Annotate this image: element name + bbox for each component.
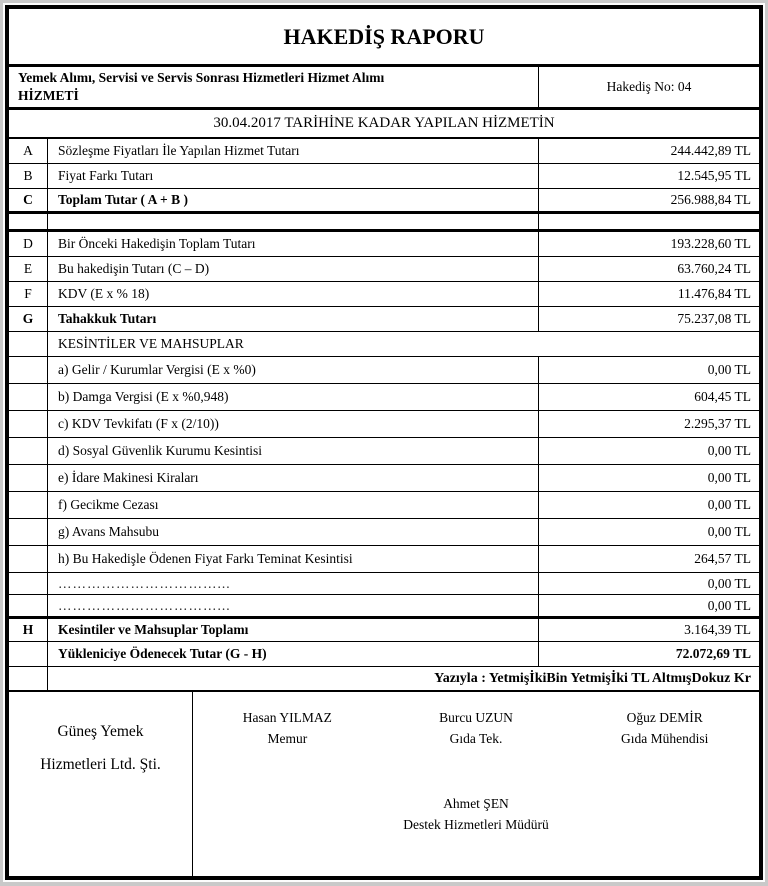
- row-letter-cell: [9, 384, 48, 410]
- table-row-H: [9, 617, 759, 642]
- official-title: Gıda Tek.: [449, 730, 503, 746]
- row-amount-cell: 604,45 TL: [538, 384, 759, 410]
- table-row-deduction-item: [9, 492, 759, 519]
- official-title: Memur: [267, 730, 308, 746]
- row-amount-cell: 63.760,24 TL: [538, 257, 759, 281]
- row-letter-cell: [9, 595, 48, 616]
- row-letter-cell: [9, 411, 48, 437]
- row-amount-cell: 0,00 TL: [538, 438, 759, 464]
- row-label-cell: h) Bu Hakedişle Ödenen Fiyat Farkı Teminat Kesintisi: [58, 551, 353, 566]
- report-title: HAKEDİŞ RAPORU: [9, 9, 759, 67]
- row-label-cell: e) İdare Makinesi Kiraları: [58, 470, 199, 485]
- row-amount-cell: 0,00 TL: [538, 357, 759, 383]
- row-label-cell: ……………………………...: [58, 575, 231, 591]
- row-letter-cell: F: [9, 282, 48, 306]
- row-letter-cell: H: [9, 619, 48, 641]
- official-name: Burcu UZUN: [439, 710, 513, 725]
- signature-block: [9, 692, 759, 876]
- row-amount-cell: 193.228,60 TL: [538, 232, 759, 256]
- row-letter-cell: C: [9, 189, 48, 211]
- row-amount-cell: 0,00 TL: [538, 519, 759, 545]
- report-page: [5, 5, 763, 880]
- table-row-deduction-item: [9, 465, 759, 492]
- contract-subject-line1: Yemek Alımı, Servisi ve Servis Sonrası Hizmetleri Hizmet Alımı: [18, 69, 385, 85]
- row-letter-cell: [9, 642, 48, 666]
- section-heading-text: KESİNTİLER VE MAHSUPLAR: [58, 336, 244, 351]
- officials-row: [193, 708, 759, 750]
- row-label-cell: Bu hakedişin Tutarı (C – D): [58, 261, 210, 276]
- official-name: Oğuz DEMİR: [626, 710, 703, 725]
- approver-signature: [193, 794, 759, 836]
- row-amount-cell: 3.164,39 TL: [538, 619, 759, 641]
- table-row-deduction-item: [9, 384, 759, 411]
- row-label-cell: Toplam Tutar ( A + B ): [58, 192, 188, 207]
- table-row-amount-words: [9, 667, 759, 692]
- row-amount-cell: 0,00 TL: [538, 595, 759, 616]
- row-label-cell: g) Avans Mahsubu: [58, 524, 159, 539]
- row-amount-cell: 0,00 TL: [538, 573, 759, 594]
- row-letter-cell: [9, 357, 48, 383]
- row-letter-cell: G: [9, 307, 48, 331]
- row-letter-cell: [9, 438, 48, 464]
- contractor-name-line2: Hizmetleri Ltd. Şti.: [40, 755, 161, 773]
- row-amount-cell: 75.237,08 TL: [538, 307, 759, 331]
- table-row-line-item: [9, 642, 759, 667]
- row-letter-cell: [9, 332, 48, 356]
- row-letter-cell: [9, 546, 48, 572]
- row-letter-cell: [9, 214, 48, 229]
- date-heading-text: 30.04.2017 TARİHİNE KADAR YAPILAN HİZMETİN: [213, 115, 555, 131]
- row-label-cell: d) Sosyal Güvenlik Kurumu Kesintisi: [58, 443, 262, 458]
- table-row-D: [9, 232, 759, 257]
- row-letter-cell: [9, 465, 48, 491]
- table-row-date-heading: [9, 110, 759, 139]
- row-label-cell: KDV (E x % 18): [58, 286, 150, 301]
- table-row-dotted-item: [9, 573, 759, 595]
- table-row-deduction-item: [9, 357, 759, 384]
- table-row-deduction-item: [9, 411, 759, 438]
- row-letter-cell: B: [9, 164, 48, 188]
- approver-title: Destek Hizmetleri Müdürü: [403, 816, 549, 832]
- official-signature-3: [570, 708, 759, 750]
- row-label-cell: Sözleşme Fiyatları İle Yapılan Hizmet Tutarı: [58, 143, 300, 158]
- row-amount-cell: 2.295,37 TL: [538, 411, 759, 437]
- row-amount-cell: 72.072,69 TL: [538, 642, 759, 666]
- table-row-G: [9, 307, 759, 332]
- report-header: [9, 67, 759, 110]
- row-letter-cell: [9, 519, 48, 545]
- hakedis-number: Hakediş No: 04: [538, 67, 759, 107]
- table-row-E: [9, 257, 759, 282]
- row-label-cell: [48, 214, 538, 229]
- table-row-section-heading: [9, 332, 759, 357]
- row-letter-cell: D: [9, 232, 48, 256]
- row-label-cell: Fiyat Farkı Tutarı: [58, 168, 154, 183]
- official-signature-1: [193, 708, 382, 750]
- row-label-cell: ……………………………...: [58, 597, 231, 613]
- row-letter-cell: [9, 492, 48, 518]
- table-row-deduction-item: [9, 546, 759, 573]
- row-label-cell: b) Damga Vergisi (E x %0,948): [58, 389, 229, 404]
- contract-subject-line2: HİZMETİ: [18, 88, 79, 103]
- report-table: [9, 110, 759, 692]
- contract-subject: [9, 67, 538, 107]
- table-row-deduction-item: [9, 519, 759, 546]
- row-letter-cell: E: [9, 257, 48, 281]
- row-letter-cell: A: [9, 139, 48, 163]
- row-label-cell: a) Gelir / Kurumlar Vergisi (E x %0): [58, 362, 256, 377]
- contractor-name-line1: Güneş Yemek: [57, 723, 144, 740]
- amount-words-text: Yazıyla : YetmişİkiBin Yetmişİki TL AltmışDokuz Kr: [434, 670, 751, 686]
- officials-signature-area: [193, 692, 759, 876]
- official-signature-2: [382, 708, 571, 750]
- row-amount-cell: 11.476,84 TL: [538, 282, 759, 306]
- table-row-C: [9, 189, 759, 214]
- row-label-cell: Bir Önceki Hakedişin Toplam Tutarı: [58, 236, 256, 251]
- table-row-A: [9, 139, 759, 164]
- row-amount-cell: 0,00 TL: [538, 492, 759, 518]
- row-label-cell: Kesintiler ve Mahsuplar Toplamı: [58, 622, 249, 637]
- official-title: Gıda Mühendisi: [620, 730, 709, 746]
- approver-name: Ahmet ŞEN: [443, 796, 509, 811]
- table-row-spacer: [9, 214, 759, 232]
- table-row-deduction-item: [9, 438, 759, 465]
- table-row-dotted-item: [9, 595, 759, 617]
- row-amount-cell: 0,00 TL: [538, 465, 759, 491]
- contractor-signature: [9, 692, 193, 876]
- row-letter-cell: [9, 667, 48, 690]
- row-label-cell: Tahakkuk Tutarı: [58, 311, 157, 326]
- row-label-cell: Yükleniciye Ödenecek Tutar (G - H): [58, 646, 267, 661]
- row-amount-cell: 264,57 TL: [538, 546, 759, 572]
- official-name: Hasan YILMAZ: [242, 710, 332, 725]
- table-row-F: [9, 282, 759, 307]
- table-row-B: [9, 164, 759, 189]
- row-label-cell: f) Gecikme Cezası: [58, 497, 159, 512]
- row-amount-cell: [538, 214, 759, 229]
- row-label-cell: c) KDV Tevkifatı (F x (2/10)): [58, 416, 219, 431]
- row-letter-cell: [9, 573, 48, 594]
- row-amount-cell: 12.545,95 TL: [538, 164, 759, 188]
- row-amount-cell: 244.442,89 TL: [538, 139, 759, 163]
- row-amount-cell: 256.988,84 TL: [538, 189, 759, 211]
